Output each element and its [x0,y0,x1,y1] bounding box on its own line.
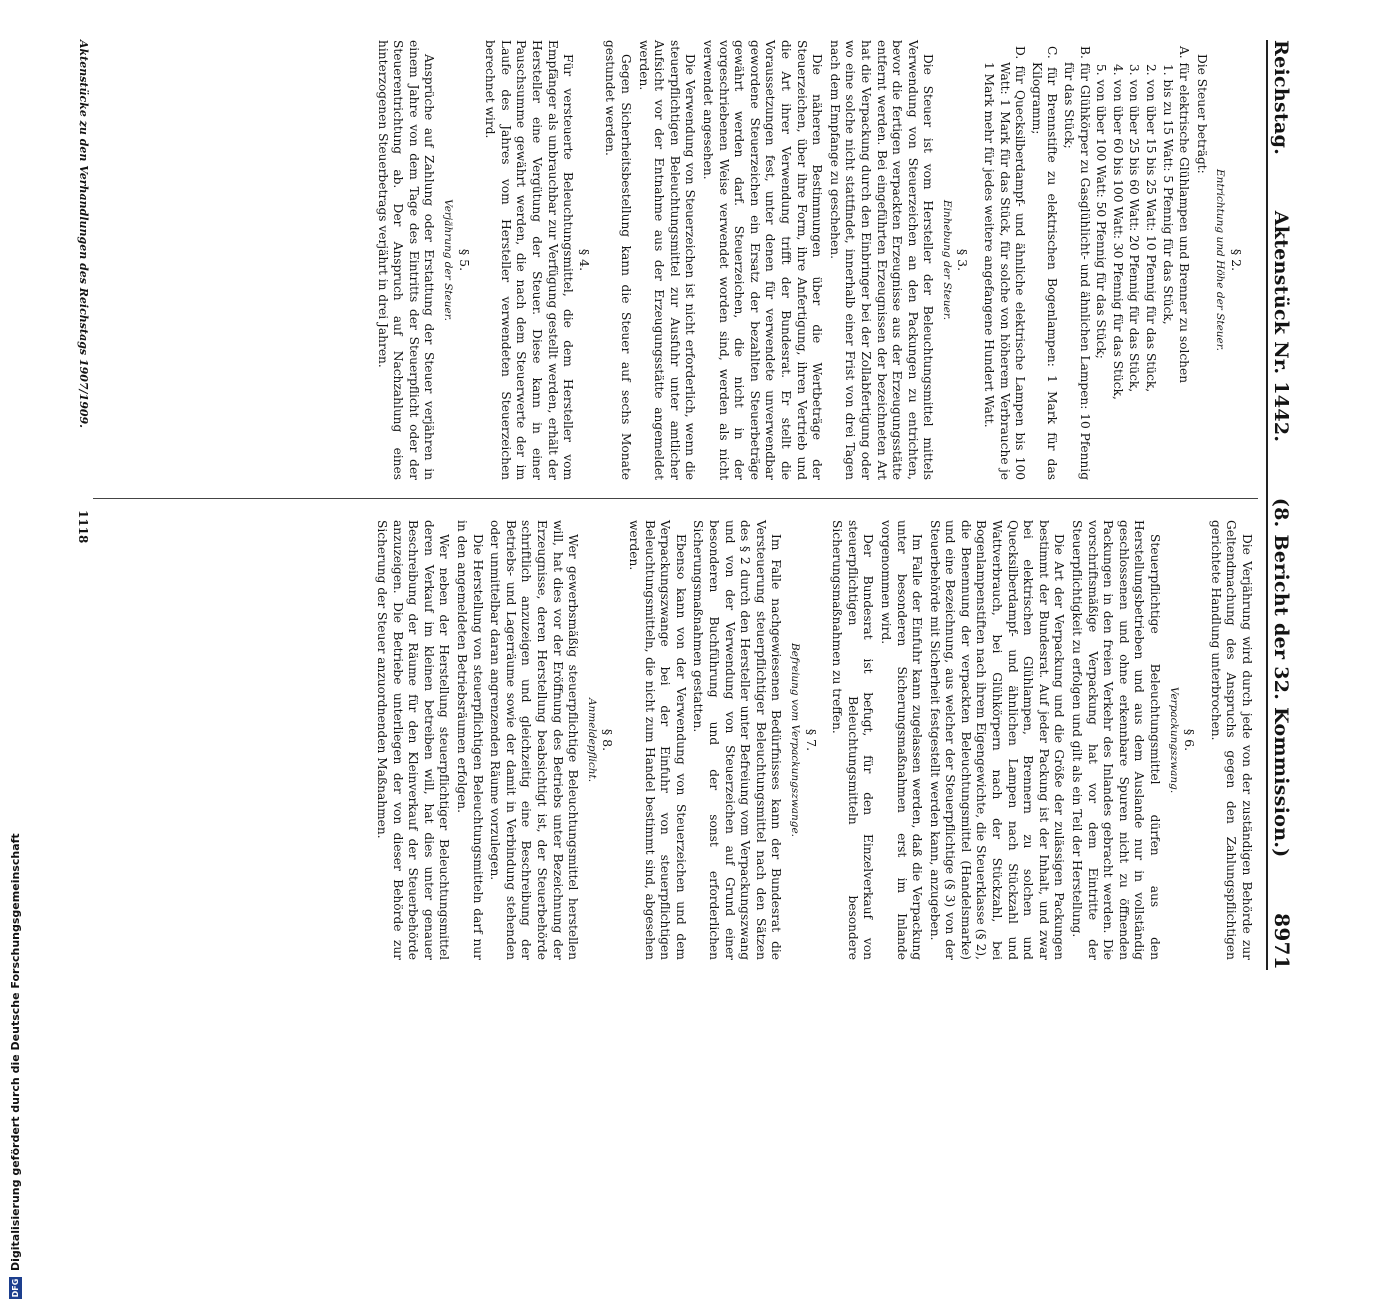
funding-note-text: Digitalisierung gefördert durch die Deutsche Forschungsgemeinschaft [8,833,22,1271]
list-subitem: 2. von über 15 bis 25 Watt: 10 Pfennig für das Stück, [1144,64,1159,393]
paragraph: Die näheren Bestimmungen über die Wertbeträge der Steuerzeichen, über ihre Form, ihre Anfertigung, ihren Vertrieb und die Art ihrer Verwendung trifft der Bundesrat. Er stellt die Voraussetzungen fest, unter denen für verwendete unverwendbar gewordene Steuerzeichen ein Ersatz der bezahlten Steuerbeträge gewährt werden darf. Steuerzeichen, die nicht in der vorgeschriebenen Weise verwendet worden sind, werden als nicht verwendet angesehen. [701,40,825,480]
left-column [372,40,1254,480]
list-item: A. für elektrische Glühlampen und Brenner zu solchen [1177,46,1192,384]
page-body [68,40,1298,970]
header-center: Aktenstück Nr. 1442. [1270,210,1292,443]
section-heading: § 2. [1229,248,1244,272]
section-subheading: Befreiung vom Verpackungszwange. [788,642,801,838]
paragraph: Die Steuer beträgt: [1194,54,1209,174]
list-subitem: 5. von über 100 Watt: 50 Pfennig für das Stück; [1094,64,1109,359]
paragraph: Wer gewerbsmäßig steuerpflichtige Beleuchtungsmittel herstellen will, hat dies vor der Eröffnung des Betriebs unter Bezeichnung der Erzeugnisse, deren Herstellung beabsichtigt ist, der Steuerbehörde schriftlich anzuzeigen und gleichzeitig eine Beschreibung der Betriebs- und Lagerräume sowie der damit in Verbindung stehenden oder unmittelbar daran angrenzenden Räume vorzulegen. [488,520,581,960]
paragraph: Die Steuer ist vom Hersteller der Beleuchtungsmittel mittels Verwendung von Steuerzeichen an den Packungen zu entrichten, bevor die fertigen verpackten Erzeugnisse aus der Erzeugungsstätte entfernt werden. Bei eingeführten Erzeugnissen der bezeichneten Art hat die Verpackung durch den Einbringer bei der Zollabfertigung oder wo eine solche nicht stattfindet, innerhalb einer Frist von drei Tagen nach dem Empfange zu geschehen. [827,40,936,480]
list-item: B. für Glühkörper zu Gasglühlicht- und ähnlichen Lampen: 10 Pfennig für das Stück; [1062,46,1092,480]
header-left: Reichstag. [1270,40,1292,156]
paragraph: Die Verjährung wird durch jede von der zuständigen Behörde zur Geltendmachung des Anspruchs gegen den Zahlungspflichtigen gerichtete Handlung unterbrochen. [1208,520,1254,960]
section-subheading: Verpackungszwang. [1167,686,1180,794]
rotated-page [68,40,1298,970]
paragraph: Im Falle nachgewiesenen Bedürfnisses kann der Bundesrat die Versteuerung steuerpflichtiger Beleuchtungsmittel nach den Sätzen des § 2 durch den Hersteller unter Befreiung vom Verpackungszwang und von der Verwendung von Steuerzeichen auf Grund einer besonderen Buchführung und der sonst erforderlichen Sicherungsmaßnahmen gestatten. [691,520,784,960]
section-heading: § 6. [1182,728,1198,752]
section-heading: § 4. [576,248,592,272]
section-subheading: Einhebung der Steuer. [940,199,953,321]
list-subitem: 1. bis zu 15 Watt: 5 Pfennig für das Stück, [1160,64,1175,325]
paragraph: Steuerpflichtige Beleuchtungsmittel dürfen aus den Herstellungsbetrieben und aus dem Auslande nur in vollständig geschlossenen und ohne erkennbare Spuren nicht zu öffnenden Packungen in den freien Verkehr des Inlandes gebracht werden. Die vorschriftsmäßige Verpackung hat vor dem Eintritte der Steuerpflichtigkeit zu erfolgen und gilt als ein Teil der Herstellung. [1070,520,1163,960]
section-heading: § 8. [600,728,616,752]
paragraph: Für versteuerte Beleuchtungsmittel, die dem Hersteller vom Empfänger als unbrauchbar zur Verfügung gestellt werden, erhält der Hersteller eine Vergütung der Steuer. Diese kann in einer Pauschsumme gewährt werden, die nach dem Steuerwerte der im Laufe des Jahres vom Hersteller verwendeten Steuerzeichen berechnet wird. [483,40,576,480]
section-subheading: Entrichtung und Höhe der Steuer. [1214,169,1227,351]
list-subitem: 4. von über 60 bis 100 Watt: 30 Pfennig für das Stück, [1110,64,1125,400]
column-divider [93,498,1258,499]
section-heading: § 3. [955,248,971,272]
paragraph: Die Verwendung von Steuerzeichen ist nicht erforderlich, wenn die steuerpflichtigen Beleuchtungsmittel zur Ausfuhr unter amtlicher Aufsicht vor der Entnahme aus der Erzeugungsstätte angemeldet werden. [636,40,698,480]
section-heading: § 5. [456,248,472,272]
section-subheading: Verjährung der Steuer. [442,199,455,321]
paragraph: Die Herstellung von steuerpflichtigen Beleuchtungsmitteln darf nur in den angemeldeten Betriebsräumen erfolgen. [455,520,485,960]
list-subitem: 3. von über 25 bis 60 Watt: 20 Pfennig für das Stück, [1127,64,1142,393]
paragraph: Der Bundesrat ist befugt, für den Einzelverkauf von steuerpflichtigen Beleuchtungsmitteln besondere Sicherungsmaßnahmen zu treffen. [830,520,876,960]
digitization-sidebar [0,0,22,1298]
paragraph: Gegen Sicherheitsbestellung kann die Steuer auf sechs Monate gestundet werden. [603,40,634,480]
list-item: D. für Quecksilberdampf- und ähnliche elektrische Lampen bis 100 Watt: 1 Mark für das Stück, für solche von höherem Verbrauche je 1 Mark mehr für jedes weitere angefangene Hundert Watt. [982,46,1028,480]
paragraph: Die Art der Verpackung und die Größe der zulässigen Packungen bestimmt der Bundesrat. Auf jeder Packung ist der Inhalt, und zwar bei elektrischen Glühlampen, Brennern zu solchen und Quecksilberdampf- und ähnlichen Lampen nach Stückzahl und Wattverbrauch, bei Glühkörpern nach der Stückzahl, bei Bogenlampenstiften nach ihrem Eigengewichte, die Steuerklasse (§ 2), die Benennung der verpackten Beleuchtungsmittel (Handelsmarke) und eine Bezeichnung, aus welcher der Steuerpflichtige (§ 3) von der Steuerbehörde mit Sicherheit festgestellt werden kann, anzugeben. [927,520,1067,960]
list-item: C. für Brennstifte zu elektrischen Bogenlampen: 1 Mark für das Kilogramm; [1029,46,1060,480]
dfg-logo: DFG [10,1278,20,1298]
footer-page-number: 1118 [76,510,90,544]
paragraph: Ansprüche auf Zahlung oder Erstattung der Steuer verjähren in einem Jahre von dem Tage des Eintritts der Steuerpflicht oder der Steuerentrichtung ab. Der Anspruch auf Nachzahlung eines hinterzogenen Steuerbetrags verjährt in drei Jahren. [375,40,437,480]
funding-note [6,309,24,1299]
section-subheading: Anmeldepflicht. [585,697,598,783]
paragraph: Im Falle der Einfuhr kann zugelassen werden, daß die Verpackung unter besonderen Sicherungsmaßnahmen erst im Inlande vorgenommen wird. [878,520,925,960]
header-rule [1266,40,1268,970]
page-header [1270,40,1298,970]
paragraph: Wer neben der Herstellung steuerpflichtiger Beleuchtungsmittel deren Verkauf im kleinen betreiben will, hat dies unter genauer Beschreibung der Räume für den Kleinverkauf der Steuerbehörde anzuzeigen. Die Betriebe unterliegen der von dieser Behörde zur Sicherung der Steuer anzuordnenden Maßnahmen. [375,520,452,960]
paragraph: Ebenso kann von der Verwendung von Steuerzeichen und dem Verpackungszwange bei der Einfuhr von steuerpflichtigen Beleuchtungsmitteln, die nicht zum Handel bestimmt sind, abgesehen werden. [627,520,688,960]
header-page-number: 8971 [1270,913,1294,970]
header-right-title: (8. Bericht der 32. Kommission.) [1270,497,1292,858]
footer-source: Aktenstücke zu den Verhandlungen des Reichstags 1907/1909. [77,40,90,428]
right-column [372,520,1254,960]
section-heading: § 7. [803,728,819,752]
